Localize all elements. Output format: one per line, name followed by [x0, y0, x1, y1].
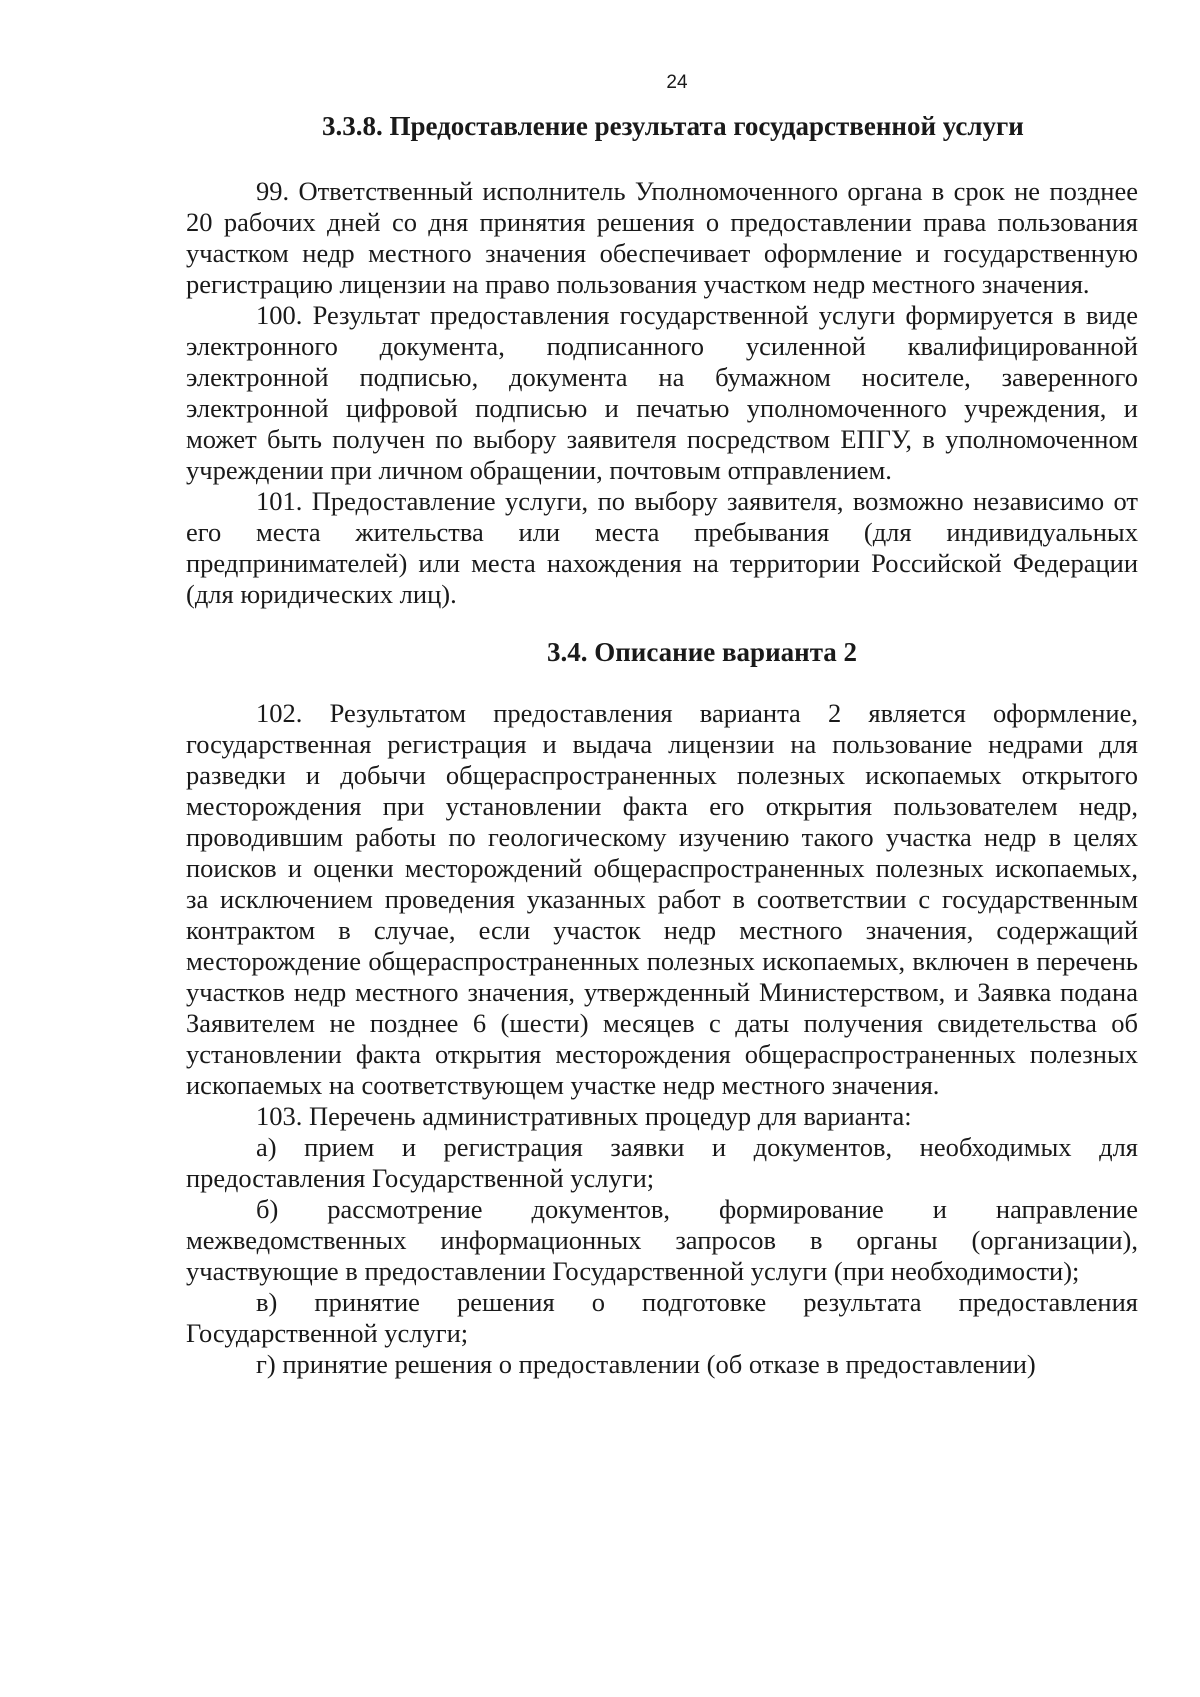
paragraph-102: 102. Результатом предоставления варианта 2 является оформление, государственная регистрация и выдача лицензии на пользование недрами для разведки и добычи общераспространенных полезных ископаемых открытого месторождения при установлении факта его открытия пользователем недр, проводившим работы по геологическому изучению такого участка недр в целях поисков и оценки месторождений общераспространенных полезных ископаемых, за исключением проведения указанных работ в соответствии с государственным контрактом в случае, если участок недр местного значения, содержащий месторождение общераспространенных полезных ископаемых, включен в перечень участков недр местного значения, утвержденный Министерством, и Заявка подана Заявителем не позднее 6 (шести) месяцев с даты получения свидетельства об установлении факта открытия месторождения общераспространенных полезных ископаемых на соответствующем участке недр местного значения. — [186, 698, 1138, 1100]
list-item-g: г) принятие решения о предоставлении (об отказе в предоставлении) — [256, 1349, 1036, 1379]
document-page — [186, 72, 1138, 1380]
page-number: 24 — [666, 72, 688, 93]
list-item-v: в) принятие решения о подготовке результата предоставления Государственной услуги; — [186, 1287, 1138, 1348]
paragraph-101: 101. Предоставление услуги, по выбору заявителя, возможно независимо от его места жительства или места пребывания (для индивидуальных предпринимателей) или места нахождения на территории Российской Федерации (для юридических лиц). — [186, 486, 1138, 609]
paragraph-99: 99. Ответственный исполнитель Уполномоченного органа в срок не позднее 20 рабочих дней со дня принятия решения о предоставлении права пользования участком недр местного значения обеспечивает оформление и государственную регистрацию лицензии на право пользования участком недр местного значения. — [186, 176, 1138, 299]
section-heading-3-3-8: 3.3.8. Предоставление результата государственной услуги — [322, 111, 1024, 141]
list-item-a: а) прием и регистрация заявки и документов, необходимых для предоставления Государственной услуги; — [186, 1132, 1138, 1193]
paragraph-100: 100. Результат предоставления государственной услуги формируется в виде электронного документа, подписанного усиленной квалифицированной электронной подписью, документа на бумажном носителе, заверенного электронной цифровой подписью и печатью уполномоченного учреждения, и может быть получен по выбору заявителя посредством ЕПГУ, в уполномоченном учреждении при личном обращении, почтовым отправлением. — [186, 300, 1138, 485]
section-heading-3-4: 3.4. Описание варианта 2 — [546, 637, 858, 667]
paragraph-103: 103. Перечень административных процедур для варианта: — [256, 1101, 912, 1131]
list-item-b: б) рассмотрение документов, формирование и направление межведомственных информационных запросов в органы (организации), участвующие в предоставлении Государственной услуги (при необходимости); — [186, 1194, 1138, 1286]
